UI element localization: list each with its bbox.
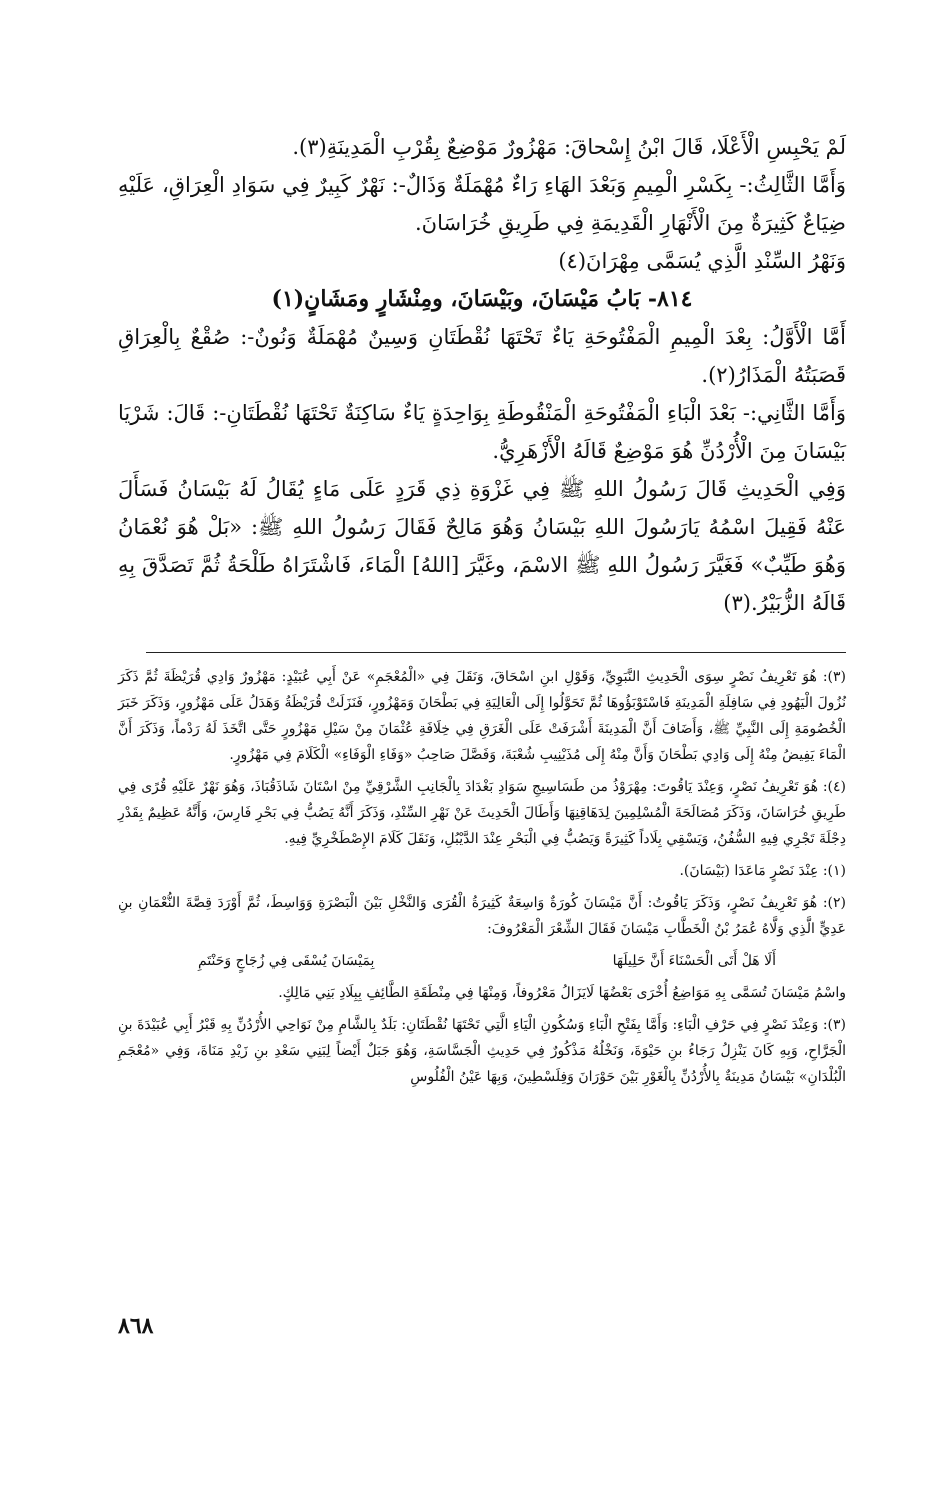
footnote-divider — [146, 652, 846, 653]
main-paragraph-1: أَمَّا الْأَوَّلُ: بِعْدَ الْمِيمِ الْمَفْتُوحَةِ يَاءٌ تَحْتَهَا نُقْطَتَانِ وَسِينٌ مُهْمَلَةٌ وَنُونٌ-: صُقْعٌ بِالْعِرَاقِ قَصَبَتُهُ الْمَذَارُ(٢). — [118, 325, 846, 387]
main-paragraph-3: وَفِي الْحَدِيثِ قَالَ رَسُولُ اللهِ ﷺ فِي غَزْوَةِ ذِي قَرَدٍ عَلَى مَاءٍ يُقَالُ لَهُ بَيْسَانُ فَسَأَلَ عَنْهُ فَقِيلَ اسْمُهُ يَارَسُولَ اللهِ بَيْسَانُ وَهُوَ مَالِحٌ فَقَالَ رَسُولُ اللهِ ﷺ: «بَلْ هُوَ نُعْمَانُ وَهُوَ طَيِّبٌ» فَغَيَّرَ رَسُولُ اللهِ ﷺ الاسْمَ، وغَيَّرَ [اللهُ] الْمَاءَ، فَاشْتَرَاهُ طَلْحَةُ ثُمَّ تَصَدَّقَ بِهِ قَالَهُ الزُّبَيْرُ.(٣) — [118, 477, 846, 615]
document-page — [118, 0, 846, 1493]
footnote-1: (١): عِنْدَ نَصْرٍ مَاعَدَا (بَيْسَانَ). — [679, 863, 846, 879]
footnote-3b: (٣): وَعِنْدَ نَصْرٍ فِي حَرْفِ الْبَاءِ: وَأَمَّا بِفَتْحِ الْبَاءِ وَسُكُونِ الْيَاءِ الَّتِي تَحْتَهَا نُقْطَتَانِ: بَلَدٌ بِالشَّامِ مِنْ نَوَاحِي الأُرْدُنِّ بِهِ قَبْرُ أَبِي عُبَيْدَةَ بنِ الْجَرَّاحِ، وَبِهِ كَانَ يَنْزِلُ رَجَاءُ بنِ حَيْوَةَ، وَنَخْلُهُ مَذْكُورٌ فِي حَدِيثِ الْجَسَّاسَةِ، وَهُوَ جَبَلٌ أَيْضاً لِبَنِي سَعْدِ بنِ زَيْدِ مَنَاةَ، وَفِي «مُعْجَمِ الْبُلْدَانِ» بَيْسَانُ مَدِينَةٌ بِالأُرْدُنِّ بِالْغَوْرِ بَيْنَ حَوْرَانَ وَفِلَسْطِينَ، وَبِهَا عَيْنُ الْفُلُوسِ — [118, 1017, 846, 1085]
main-line-3: وَنَهْرُ السِّنْدِ الَّذِي يُسَمَّى مِهْرَانَ(٤) — [558, 249, 846, 273]
footnote-3a: (٣): هُوَ تَعْرِيفُ نَصْرٍ سِوَى الْحَدِيثِ النَّبَوِيِّ، وَقَوْلِ ابنِ اسْحَاقَ، وَنَقَلَ فِي «الْمُعْجَمِ» عَنْ أَبِي عُبَيْدٍ: مَهْزُورٌ وَادِي قُرَيْظَةَ ثُمَّ ذَكَرَ نُزُولَ الْيَهُودِ فِي سَافِلَةِ الْمَدِينَةِ فَاسْتَوْبَؤُوهَا ثُمَّ تَحَوَّلُوا إِلَى الْعَالِيَةِ فِي بَطْحَانَ وَمَهْزُورٍ، فَنَزَلَتْ قُرَيْظَةُ وَهَدَلُ عَلَى مَهْزُورٍ، وَذَكَرَ خَبَرَ الْخُصُومَةِ إِلَى النَّبِيِّ ﷺ، وَأَضَافَ أَنَّ الْمَدِينَةَ أَشْرَفَتْ عَلَى الْغَرَقِ فِي خِلَافَةِ عُثْمَانَ مِنْ سَيْلِ مَهْزُورٍ حَتَّى اتَّخَذَ لَهُ رَدْماً، وَذَكَرَ أَنَّ الْمَاءَ يَفِيضُ مِنْهُ إِلَى وَادِي بَطْحَانَ وَأَنَّ مِنْهُ إِلَى مُذَيْنِيبِ شُعْبَةَ، وَفَصَّلَ صَاحِبُ «وَفَاءِ الْوَفَاءِ» الْكَلَامَ فِي مَهْزُورٍ. — [118, 669, 846, 763]
main-line-2: وَأَمَّا الثَّالِثُ:- بِكَسْرِ الْمِيمِ وَبَعْدَ الهَاءِ رَاءٌ مُهْمَلَةٌ وَذَالٌ-: نَهْرٌ كَبِيرٌ فِي سَوَادِ الْعِرَاقِ، عَلَيْهِ ضِيَاعٌ كَثِيرَةٌ مِنَ الْأَنْهَارِ الْقَدِيمَةِ فِي طَرِيقِ خُرَاسَانَ. — [118, 173, 846, 235]
poem-hemistich-right: أَلَا هَلْ أَتَى الْحَسْنَاءَ أَنَّ حَلِيلَهَا — [612, 953, 776, 969]
poem-hemistich-left: بِمَيْسَانَ يُسْقَى فِي زُجَاجٍ وَحَنْتَمِ — [198, 953, 375, 969]
main-text — [118, 128, 846, 622]
footnote-4: (٤): هُوَ تَعْرِيفُ نَصْرٍ، وَعِنْدَ يَاقُوتَ: مِهْرَوْذُ من طَسَاسِيجِ سَوَادِ بَغْدَادَ بِالْجَانِبِ الشَّرْقِيِّ مِنْ اسْتَانَ شَاذَقُبَاذَ، وَهُوَ نَهْرٌ عَلَيْهِ قُرًى فِي طَرِيقِ خُرَاسَانَ، وَذَكَرَ مُصَالَحَةَ الْمُسْلِمِينَ لِدَهَاقِنِهَا وَأَطَالَ الْحَدِيثَ عَنْ نَهْرِ السِّنْدِ، وَذَكَرَ أَنَّهُ يَصُبُّ فِي بَحْرِ فَارِسَ، وَأَنَّهُ عَظِيمٌ بِقَدْرِ دِجْلَةَ تَجْرِي فِيهِ السُّفُنُ، وَيَسْقِي بِلَاداً كَثِيرَةً وَيَصُبُّ فِي الْبَحْرِ عِنْدَ الدَّيْبُلِ، وَنَقَلَ كَلَامَ الإِصْطَخْرِيِّ فِيهِ. — [118, 779, 846, 847]
footnote-2-continued: واسْمُ مَيْسَانَ تُسَمَّى بِهِ مَوَاضِعُ أُخْرَى بَعْضُهَا لَايَزَالُ مَعْرُوفاً، وَمِنْهَا فِي مِنْطَقَةِ الطَّائِفِ بِبِلَادِ بَنِي مَالِكٍ. — [278, 985, 846, 1001]
footnote-2: (٢): هُوَ تَعْرِيفُ نَصْرٍ، وَذَكَرَ يَاقُوتُ: أَنَّ مَيْسَانَ كُورَةٌ وَاسِعَةٌ كَثِيرَةُ الْقُرَى وَالنَّخْلِ بَيْنَ الْبَصْرَةِ وَوَاسِطَ، ثُمَّ أَوْرَدَ قِصَّةَ النُّعْمَانِ بنِ عَدِيٍّ الَّذِي وَلَّاهُ عُمَرُ بْنُ الْخَطَّابِ مَيْسَانَ فَقَالَ الشِّعْرَ الْمَعْرُوفَ: — [118, 895, 846, 937]
page-number: ٨٦٨ — [118, 1313, 154, 1339]
poem-verse — [118, 948, 846, 974]
footnotes — [118, 664, 846, 1096]
main-paragraph-2: وَأَمَّا الثَّانِي:- بَعْدَ الْبَاءِ الْمَفْتُوحَةِ الْمَنْقُوطَةِ بِوَاحِدَةٍ يَاءٌ سَاكِنَةٌ تَحْتَهَا نُقْطَتَانِ-: قَالَ: شَرْيَا بَيْسَانَ مِنَ الْأُرْدُنِّ هُوَ مَوْضِعٌ قَالَهُ الْأَزْهَرِيُّ. — [118, 401, 846, 463]
main-line-1: لَمْ يَحْبِسِ الْأَعْلَا، قَالَ ابْنُ إِسْحاقَ: مَهْزُورٌ مَوْضِعٌ بِقُرْبِ الْمَدِينَةِ(٣). — [292, 135, 846, 159]
section-heading: ٨١٤- بَابُ مَيْسَانَ، وبَيْسَانَ، ومِنْشَارٍ ومَشَانٍ(١) — [271, 286, 693, 312]
